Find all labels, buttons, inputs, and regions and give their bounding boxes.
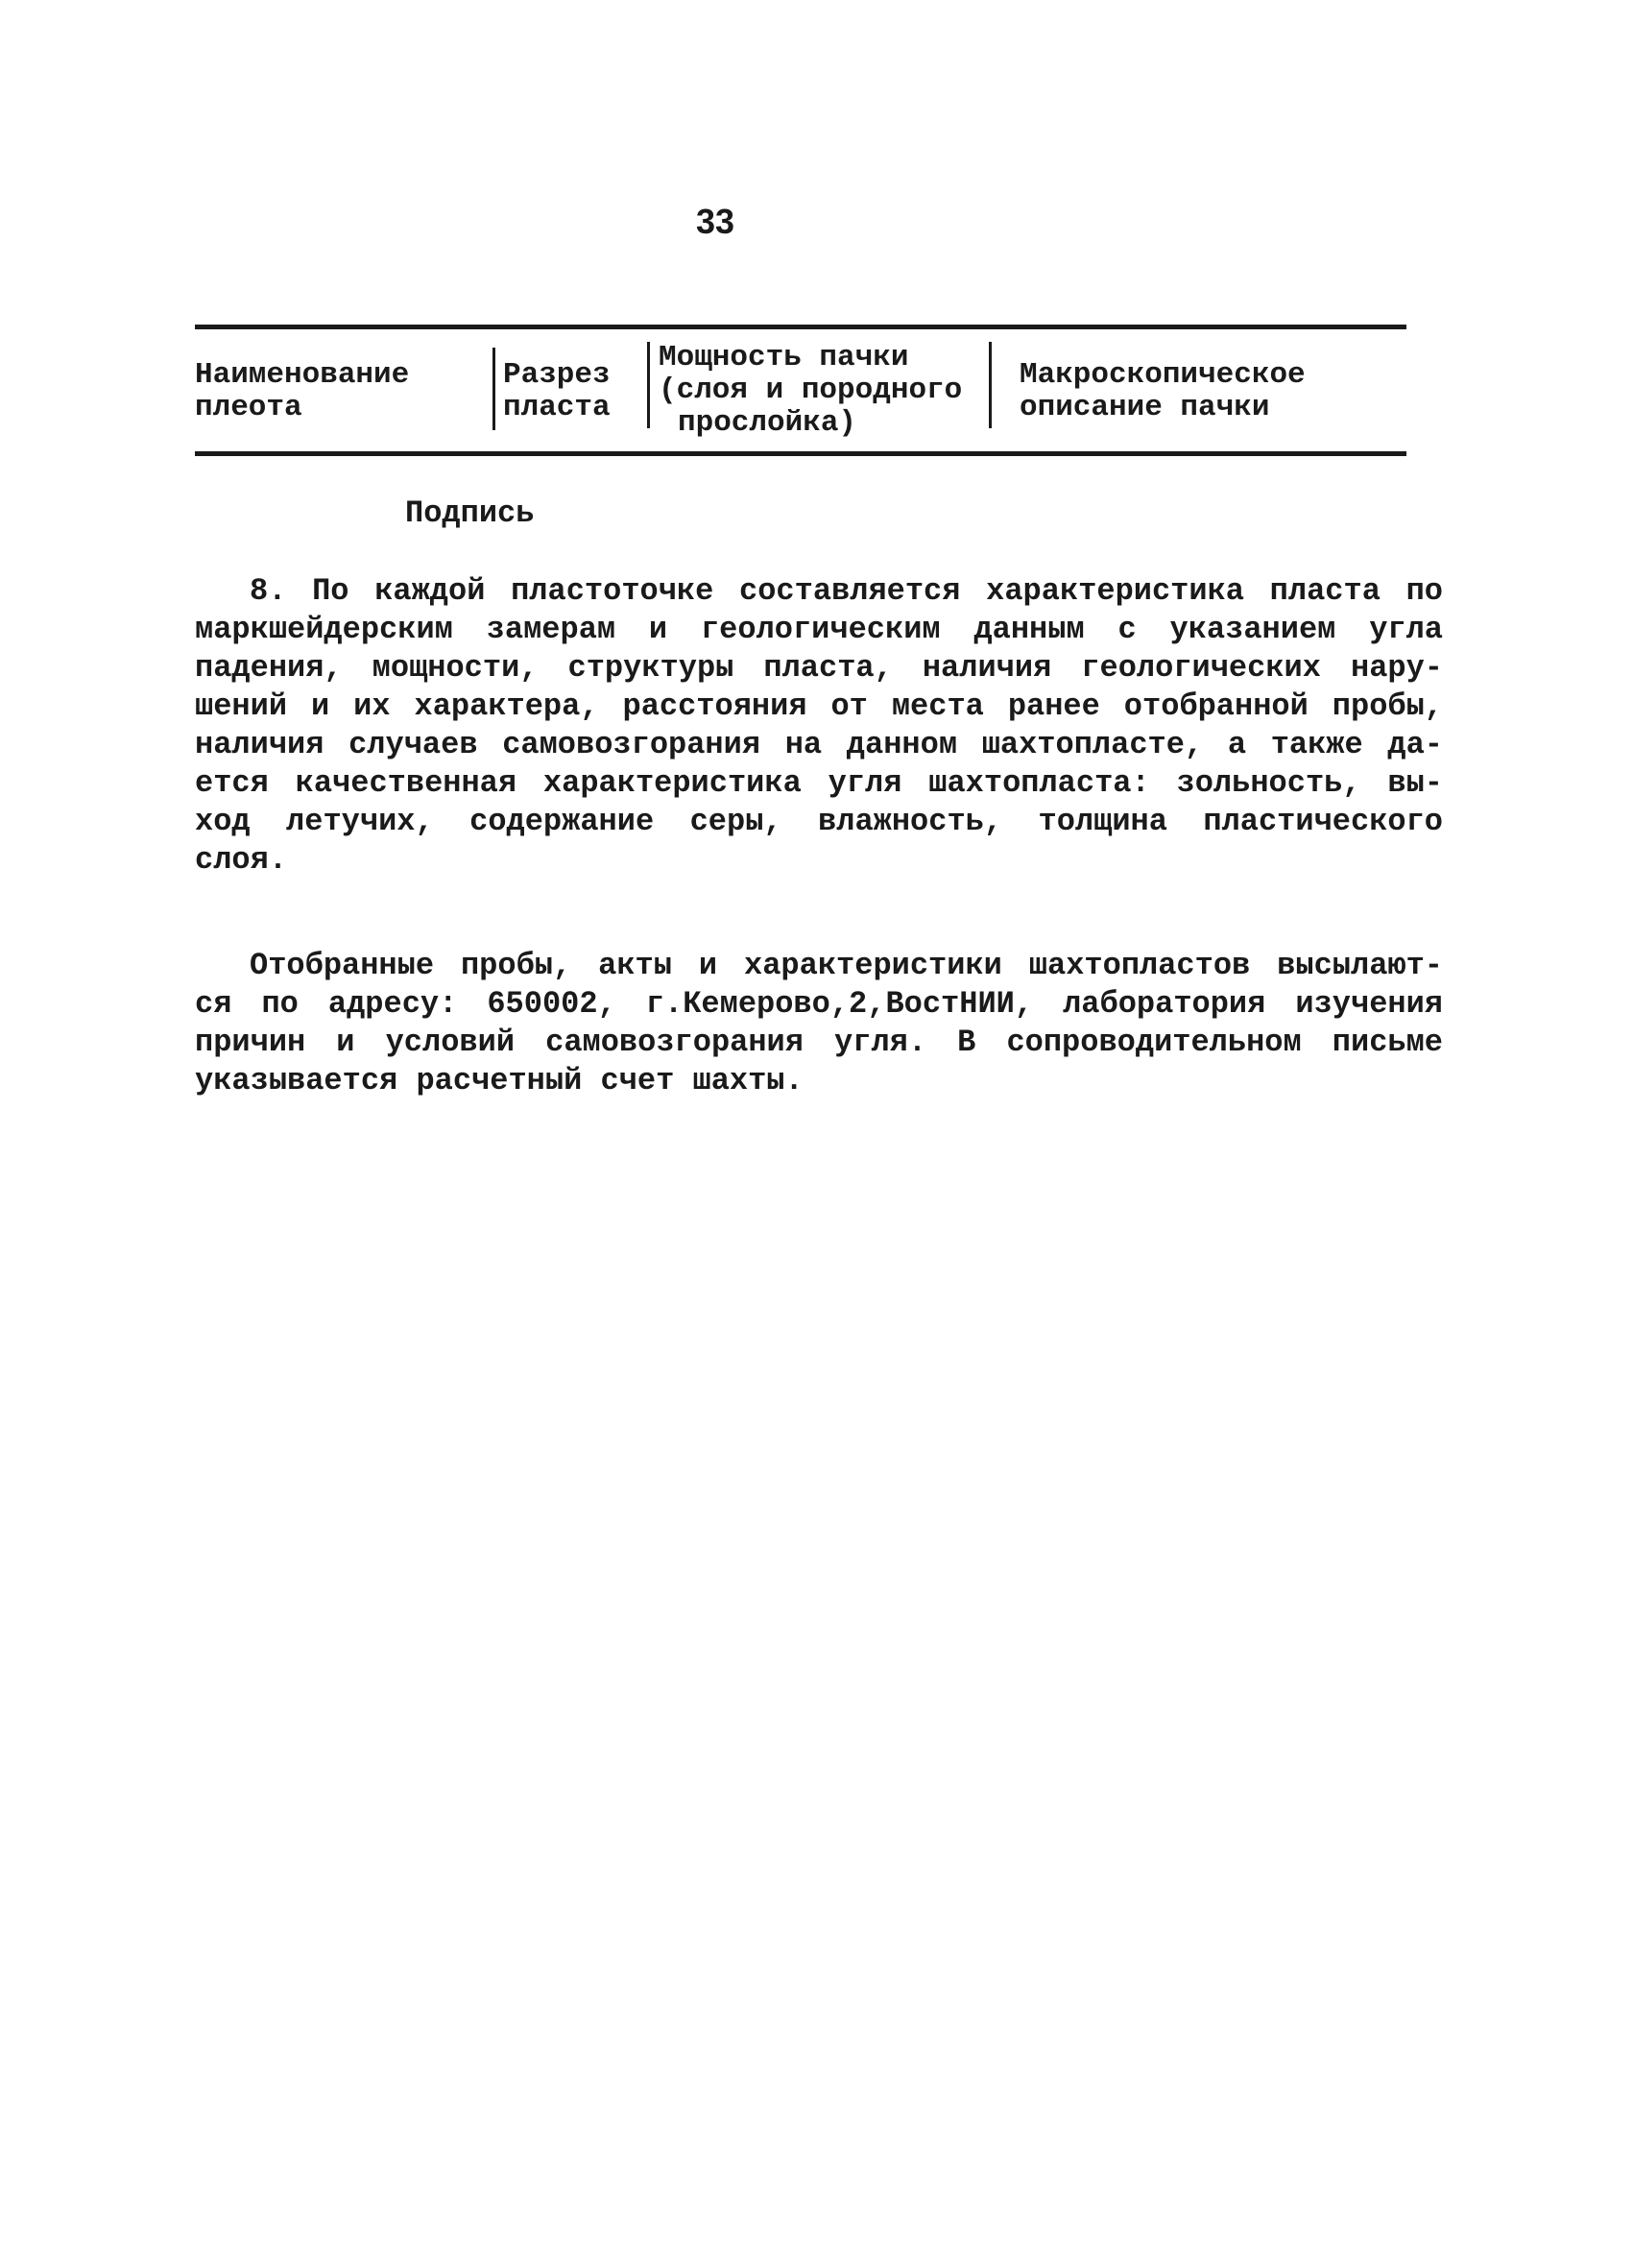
header-column-thickness-line: (слоя и породного: [659, 374, 963, 407]
header-column-description: [1020, 359, 1306, 424]
paragraph-line: Отобранные пробы, акты и характеристики шахтопластов высылают-: [250, 948, 1443, 983]
paragraph-line: ход летучих, содержание серы, влажность, толщина пластического: [195, 804, 1443, 839]
header-column-name-line: Наименование: [195, 358, 410, 392]
page-number: 33: [695, 202, 735, 241]
table-top-rule: [195, 325, 1406, 329]
header-column-section: [503, 359, 611, 424]
paragraph-line: маркшейдерским замерам и геологическим данным с указанием угла: [195, 612, 1443, 647]
paragraph-line: ется качественная характеристика угля шахтопласта: зольность, вы-: [195, 765, 1443, 801]
header-column-thickness: [659, 342, 962, 440]
paragraph-line: указывается расчетный счет шахты.: [195, 1063, 804, 1098]
column-separator: [989, 342, 992, 428]
column-separator: [647, 342, 650, 428]
header-column-section-line: пласта: [503, 391, 611, 424]
header-column-thickness-line: прослойка): [678, 406, 857, 440]
signature-label: Подпись: [405, 495, 535, 531]
table-bottom-rule: [195, 451, 1406, 456]
header-column-description-line: описание пачки: [1020, 391, 1270, 424]
paragraph-samples: [195, 947, 1443, 1100]
paragraph-line: наличия случаев самовозгорания на данном шахтопласте, а также да-: [195, 727, 1443, 762]
paragraph-line: 8. По каждой пластоточке составляется характеристика пласта по: [250, 573, 1443, 609]
paragraph-line: причин и условий самовозгорания угля. В сопроводительном письме: [195, 1025, 1443, 1060]
header-column-thickness-line: Мощность пачки: [659, 341, 909, 374]
header-column-name-line: плеота: [195, 391, 302, 424]
header-column-section-line: Разрез: [503, 358, 611, 392]
header-column-description-line: Макроскопическое: [1020, 358, 1306, 392]
paragraph-item-8: [195, 572, 1443, 880]
header-column-name: [195, 359, 409, 424]
paragraph-line: слоя.: [195, 842, 288, 878]
paragraph-line: падения, мощности, структуры пласта, наличия геологических нару-: [195, 650, 1443, 686]
paragraph-line: шений и их характера, расстояния от места ранее отобранной пробы,: [195, 688, 1443, 724]
column-separator: [492, 348, 495, 430]
paragraph-line: ся по адресу: 650002, г.Кемерово,2,ВостНИИ, лаборатория изучения: [195, 986, 1443, 1022]
